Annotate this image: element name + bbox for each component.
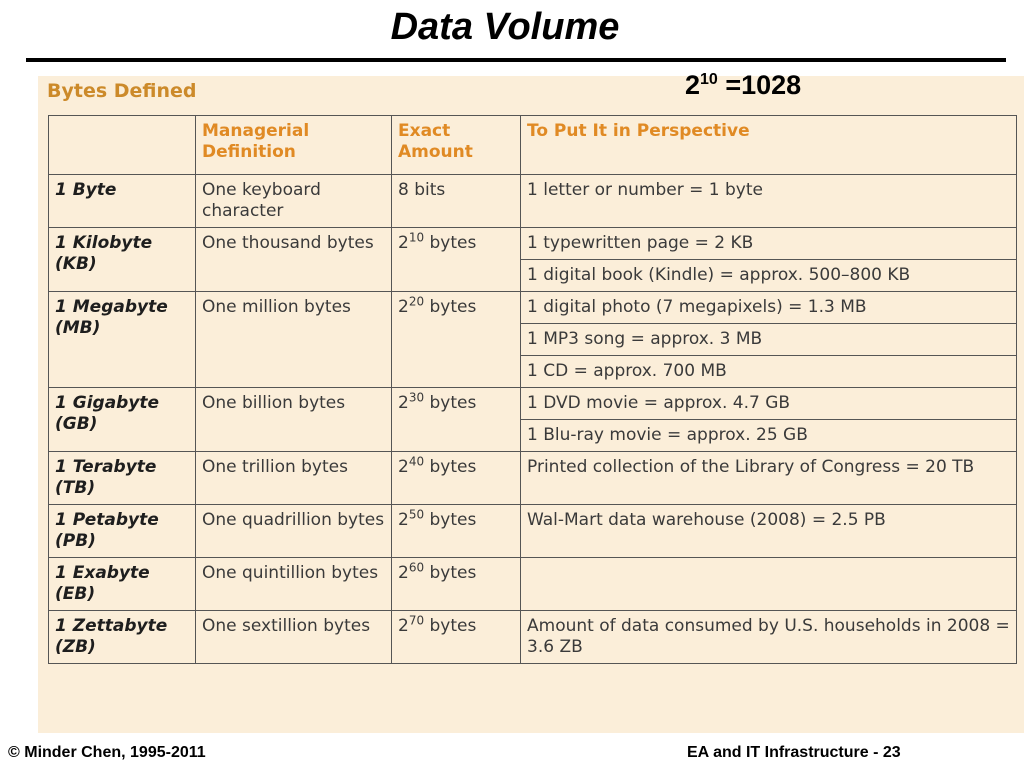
formula-base: 2 bbox=[685, 70, 701, 100]
unit-cell: 1 Kilobyte (KB) bbox=[49, 228, 196, 292]
table-row bbox=[49, 388, 1017, 420]
table-header-row bbox=[49, 116, 1017, 175]
definition-cell: One billion bytes bbox=[196, 388, 392, 452]
perspective-cell: 1 digital book (Kindle) = approx. 500–800 KB bbox=[521, 260, 1017, 292]
amount-cell: $2^{30}$ bytes bbox=[392, 388, 521, 452]
formula-annotation bbox=[685, 70, 801, 101]
amount-cell: $2^{20}$ bytes bbox=[392, 292, 521, 388]
unit-cell: 1 Megabyte (MB) bbox=[49, 292, 196, 388]
header-definition: Managerial Definition bbox=[196, 116, 392, 175]
header-perspective: To Put It in Perspective bbox=[521, 116, 1017, 175]
unit-cell: 1 Zettabyte (ZB) bbox=[49, 611, 196, 664]
perspective-cell: 1 typewritten page = 2 KB bbox=[521, 228, 1017, 260]
table-row bbox=[49, 452, 1017, 505]
definition-cell: One million bytes bbox=[196, 292, 392, 388]
amount-cell: $2^{40}$ bytes bbox=[392, 452, 521, 505]
footer-page-label: EA and IT Infrastructure - 23 bbox=[687, 744, 901, 761]
footer-copyright: © Minder Chen, 1995-2011 bbox=[8, 744, 206, 761]
perspective-cell: 1 Blu-ray movie = approx. 25 GB bbox=[521, 420, 1017, 452]
amount-cell: $2^{60}$ bytes bbox=[392, 558, 521, 611]
bytes-table bbox=[48, 115, 1017, 664]
perspective-cell: 1 MP3 song = approx. 3 MB bbox=[521, 324, 1017, 356]
section-title: Bytes Defined bbox=[47, 80, 197, 102]
perspective-cell bbox=[521, 558, 1017, 611]
table-row bbox=[49, 505, 1017, 558]
perspective-cell: 1 digital photo (7 megapixels) = 1.3 MB bbox=[521, 292, 1017, 324]
header-unit bbox=[49, 116, 196, 175]
table-row bbox=[49, 228, 1017, 260]
perspective-cell: 1 letter or number = 1 byte bbox=[521, 175, 1017, 228]
unit-cell: 1 Gigabyte (GB) bbox=[49, 388, 196, 452]
table-row bbox=[49, 611, 1017, 664]
amount-cell: $2^{10}$ bytes bbox=[392, 228, 521, 292]
definition-cell: One trillion bytes bbox=[196, 452, 392, 505]
unit-cell: 1 Byte bbox=[49, 175, 196, 228]
formula-result: =1028 bbox=[717, 70, 802, 100]
definition-cell: One thousand bytes bbox=[196, 228, 392, 292]
perspective-cell: Wal-Mart data warehouse (2008) = 2.5 PB bbox=[521, 505, 1017, 558]
definition-cell: One quintillion bytes bbox=[196, 558, 392, 611]
definition-cell: One keyboard character bbox=[196, 175, 392, 228]
table-row bbox=[49, 558, 1017, 611]
perspective-cell: 1 DVD movie = approx. 4.7 GB bbox=[521, 388, 1017, 420]
unit-cell: 1 Exabyte (EB) bbox=[49, 558, 196, 611]
amount-cell: 8 bits bbox=[392, 175, 521, 228]
slide-title: Data Volume bbox=[390, 6, 620, 48]
perspective-cell: 1 CD = approx. 700 MB bbox=[521, 356, 1017, 388]
table-row bbox=[49, 292, 1017, 324]
perspective-cell: Amount of data consumed by U.S. households in 2008 = 3.6 ZB bbox=[521, 611, 1017, 664]
amount-cell: $2^{70}$ bytes bbox=[392, 611, 521, 664]
amount-cell: $2^{50}$ bytes bbox=[392, 505, 521, 558]
unit-cell: 1 Petabyte (PB) bbox=[49, 505, 196, 558]
title-underline bbox=[26, 58, 1006, 62]
perspective-cell: Printed collection of the Library of Congress = 20 TB bbox=[521, 452, 1017, 505]
header-amount: Exact Amount bbox=[392, 116, 521, 175]
definition-cell: One sextillion bytes bbox=[196, 611, 392, 664]
formula-exponent: 10 bbox=[700, 71, 718, 88]
unit-cell: 1 Terabyte (TB) bbox=[49, 452, 196, 505]
definition-cell: One quadrillion bytes bbox=[196, 505, 392, 558]
table-row bbox=[49, 175, 1017, 228]
